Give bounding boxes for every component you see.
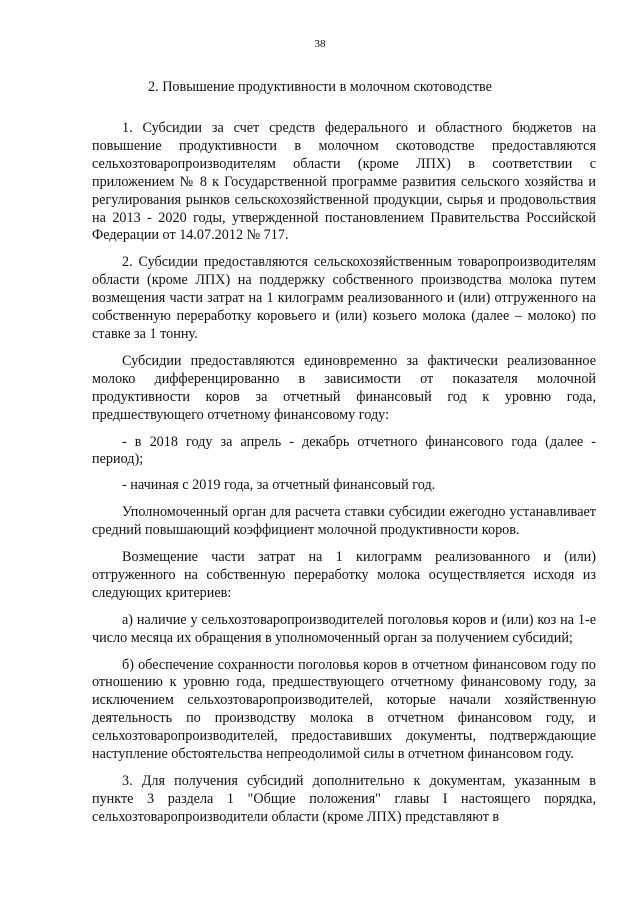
paragraph-7: Возмещение части затрат на 1 килограмм реализованного и (или) отгруженного на собственную переработку молока осуществляется исходя из следующих критериев: [92, 549, 596, 601]
paragraph-6: Уполномоченный орган для расчета ставки субсидии ежегодно устанавливает средний повышающий коэффициент молочной продуктивности коров. [92, 504, 596, 539]
paragraph-2: 2. Субсидии предоставляются сельскохозяйственным товаропроизводителям области (кроме ЛПХ) на поддержку собственного производства молока путем возмещения части затрат на 1 килограмм реализованного и (или) отгруженного на собственную переработку коровьего и (или) козьего молока (далее – молоко) по ставке за 1 тонну. [92, 254, 596, 342]
paragraph-10: 3. Для получения субсидий дополнительно к документам, указанным в пункте 3 раздела 1 "Общие положения" главы I настоящего порядка, сельхозтоваропроизводители области (кроме ЛПХ) представляют в [92, 773, 596, 825]
section-title: 2. Повышение продуктивности в молочном скотоводстве [148, 79, 492, 95]
paragraph-9: б) обеспечение сохранности поголовья коров в отчетном финансовом году по отношению к уровню года, предшествующего отчетному финансовому году, за исключением сельхозтоваропроизводителей, которые начали хозяйственную деятельность по производству молока в отчетном финансовом году, и сельхозтоваропроизводителей, предоставивших документы, подтверждающие наступление обстоятельства непреодолимой силы в отчетном финансовом году. [92, 656, 596, 763]
paragraph-1: 1. Субсидии за счет средств федерального и областного бюджетов на повышение продуктивности в молочном скотоводстве предоставляются сельхозтоваропроизводителям области (кроме ЛПХ) в соответствии с приложением № 8 к Государственной программе развития сельского хозяйства и регулирования рынков сельскохозяйственной продукции, сырья и продовольствия на 2013 - 2020 годы, утвержденной постановлением Правительства Российской Федерации от 14.07.2012 № 717. [92, 120, 596, 244]
paragraph-3: Субсидии предоставляются единовременно за фактически реализованное молоко дифференцированно в зависимости от показателя молочной продуктивности коров за отчетный финансовый год к уровню года, предшествующего отчетному финансовому году: [92, 352, 596, 423]
paragraph-8: а) наличие у сельхозтоваропроизводителей поголовья коров и (или) коз на 1-е число месяца их обращения в уполномоченный орган за получением субсидий; [92, 611, 596, 646]
paragraph-5: - начиная с 2019 года, за отчетный финансовый год. [122, 477, 436, 494]
document-body [92, 120, 596, 836]
paragraph-4: - в 2018 году за апрель - декабрь отчетного финансового года (далее - период); [92, 433, 596, 468]
page-number: 38 [314, 38, 326, 50]
